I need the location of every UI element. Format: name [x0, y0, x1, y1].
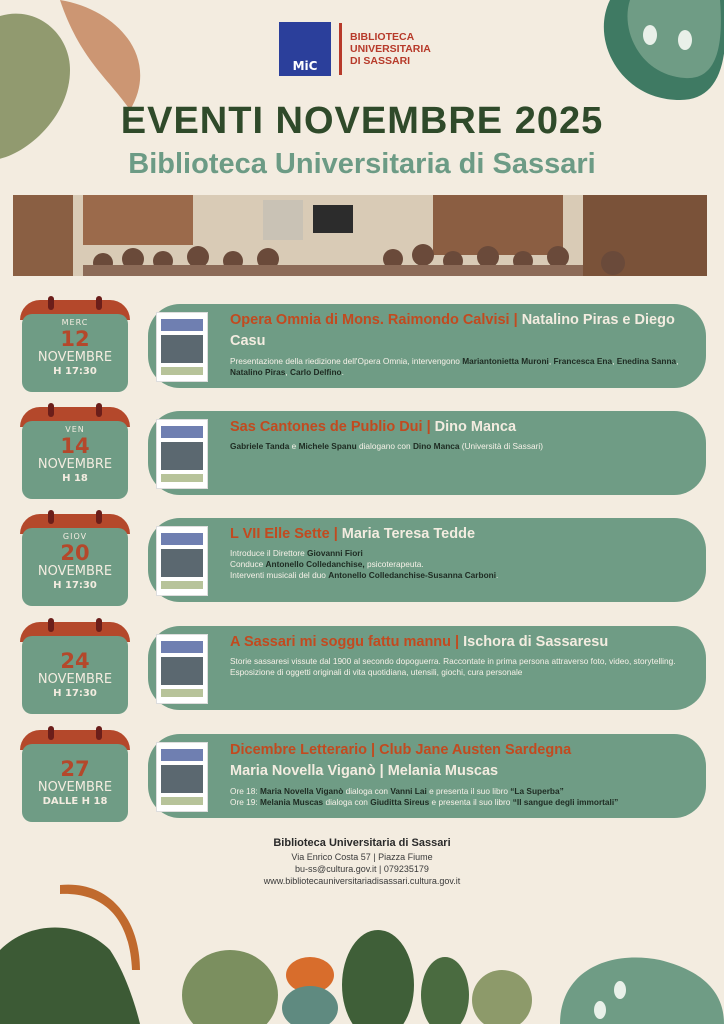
event-description [230, 656, 690, 678]
date-calendar-icon [20, 730, 130, 822]
description-segment: Ore 18: [230, 786, 260, 796]
event-description [230, 356, 690, 378]
poster-footer [161, 689, 203, 697]
description-segment: Mariantonietta Muroni [462, 356, 549, 366]
event-info-panel [148, 734, 706, 818]
event-info-panel [148, 518, 706, 602]
event-weekday: GIOV [62, 532, 88, 541]
event-time: H 17:30 [53, 366, 97, 377]
description-segment: Michele Spanu [298, 441, 357, 451]
event-description-line [230, 356, 690, 378]
event-info-panel [148, 304, 706, 388]
event-card [20, 415, 706, 507]
event-title [230, 524, 690, 545]
description-segment: Enedina Sanna [616, 356, 677, 366]
page-title: EVENTI NOVEMBRE 2025 [120, 100, 604, 142]
library-logo [279, 20, 459, 78]
calendar-ring-left [48, 510, 54, 524]
description-segment: Antonello Colledanchise, [265, 559, 365, 569]
calendar-ring-right [96, 510, 102, 524]
event-time: H 17:30 [53, 580, 97, 591]
description-segment: , [612, 356, 617, 366]
calendar-ring-right [96, 726, 102, 740]
description-segment: psicoterapeuta. [364, 559, 424, 569]
event-title-main: Opera Omnia di Mons. Raimondo Calvisi | [230, 312, 522, 328]
event-description-line [230, 441, 690, 452]
event-title-main: Dicembre Letterario | Club Jane Austen Sardegna [230, 742, 572, 758]
event-title-main: L VII Elle Sette | [230, 526, 342, 542]
event-title [230, 740, 690, 782]
event-description-line [230, 656, 690, 678]
event-title [230, 632, 690, 653]
calendar-body [22, 314, 128, 392]
description-segment: Francesca Ena [553, 356, 613, 366]
event-title-guests: Dino Manca [434, 419, 517, 435]
description-segment: Storie sassaresi vissute dal 1900 al secondo dopoguerra. Raccontate in prima persona attraverso foto, video, storytelling. Esposizione di oggetti originali di vita quotidiana, utensili, giochi, cura personale [230, 656, 676, 677]
description-segment: (Università di Sassari) [459, 441, 543, 451]
description-segment: Giovanni Fiori [307, 548, 363, 558]
event-time: DALLE H 18 [42, 796, 108, 807]
description-segment: . [341, 367, 344, 377]
calendar-ring-right [96, 403, 102, 417]
description-segment: Melania Muscas [259, 797, 324, 807]
description-segment: Dino Manca [412, 441, 460, 451]
logo-divider [339, 23, 342, 75]
description-segment: Gabriele Tanda [230, 441, 290, 451]
event-month: NOVEMBRE [37, 672, 113, 687]
poster-image [161, 657, 203, 685]
poster-image [161, 549, 203, 577]
calendar-ring-left [48, 296, 54, 310]
calendar-ring-left [48, 618, 54, 632]
event-poster-thumbnail [156, 312, 208, 382]
description-segment: dialoga con [323, 797, 371, 807]
event-description-line [230, 786, 690, 797]
leaf-decoration-top-left [0, 0, 160, 170]
poster-image [161, 335, 203, 363]
event-description [230, 441, 690, 452]
event-date: 20 [60, 541, 90, 565]
event-card [20, 308, 706, 400]
event-date: 14 [60, 434, 90, 458]
event-info-panel [148, 626, 706, 710]
event-month: NOVEMBRE [37, 350, 113, 365]
calendar-body [22, 528, 128, 606]
calendar-body [22, 744, 128, 822]
description-segment: , [676, 356, 679, 366]
poster-header [161, 641, 203, 653]
calendar-body [22, 421, 128, 499]
event-date: 24 [60, 649, 90, 673]
event-title-guests: Maria Teresa Tedde [341, 526, 476, 542]
description-segment: Conduce [230, 559, 266, 569]
event-info-panel [148, 411, 706, 495]
mic-logo: MiC [279, 22, 331, 76]
description-segment: Presentazione della riedizione dell'Opera Omnia, intervengono [230, 356, 463, 366]
date-calendar-icon [20, 622, 130, 714]
poster-footer [161, 797, 203, 805]
description-segment: Natalino Piras [230, 367, 286, 377]
date-calendar-icon [20, 407, 130, 499]
date-calendar-icon [20, 300, 130, 392]
event-card [20, 630, 706, 722]
calendar-body [22, 636, 128, 714]
footer-contact-info: bu-ss@cultura.gov.it | 079235179 [295, 864, 429, 874]
poster-image [161, 765, 203, 793]
description-segment: Ore 19: [230, 797, 260, 807]
event-description-line [230, 559, 690, 570]
event-date: 12 [60, 327, 90, 351]
description-segment: “La Superba” [510, 786, 564, 796]
library-logo-text: BIBLIOTECA UNIVERSITARIA DI SASSARI [350, 31, 431, 67]
library-event-photo [13, 195, 707, 276]
gourd-decoration-top-right [580, 0, 724, 110]
description-segment: “Il sangue degli immortali” [512, 797, 619, 807]
poster-header [161, 426, 203, 438]
event-month: NOVEMBRE [37, 780, 113, 795]
event-poster-thumbnail [156, 742, 208, 812]
event-poster-thumbnail [156, 419, 208, 489]
description-segment: Interventi musicali del duo [230, 570, 329, 580]
event-time: H 17:30 [53, 688, 97, 699]
event-poster-thumbnail [156, 634, 208, 704]
calendar-ring-left [48, 403, 54, 417]
footer-address: Via Enrico Costa 57 | Piazza Fiume [291, 852, 433, 862]
event-card [20, 522, 706, 614]
event-title-authors: Maria Novella Viganò | Melania Muscas [230, 763, 499, 779]
pumpkins-decoration [0, 880, 724, 1024]
description-segment: Maria Novella Viganò [259, 786, 344, 796]
event-date: 27 [60, 757, 90, 781]
event-description-line [230, 570, 690, 581]
poster-footer [161, 474, 203, 482]
poster-header [161, 533, 203, 545]
event-time: H 18 [62, 473, 88, 484]
poster-header [161, 749, 203, 761]
description-segment: e presenta il suo libro [426, 786, 511, 796]
event-month: NOVEMBRE [37, 564, 113, 579]
event-weekday: MERC [61, 318, 89, 327]
calendar-ring-left [48, 726, 54, 740]
event-poster-thumbnail [156, 526, 208, 596]
description-segment: Antonello Colledanchise-Susanna Carboni [328, 570, 497, 580]
date-calendar-icon [20, 514, 130, 606]
footer-library-name: Biblioteca Universitaria di Sassari [273, 837, 451, 849]
description-segment: Introduce il Direttore [230, 548, 308, 558]
poster-header [161, 319, 203, 331]
event-description-line [230, 548, 690, 559]
event-card [20, 738, 706, 830]
event-title [230, 310, 690, 352]
page-subtitle: Biblioteca Universitaria di Sassari [128, 148, 596, 180]
event-description [230, 786, 690, 808]
description-segment: e [289, 441, 299, 451]
poster-image [161, 442, 203, 470]
poster-footer [161, 581, 203, 589]
description-segment: dialoga con [343, 786, 391, 796]
event-title [230, 417, 690, 438]
description-segment: Carlo Delfino [289, 367, 342, 377]
footer-website-link[interactable]: www.bibliotecauniversitariadisassari.cultura.gov.it [263, 876, 461, 886]
poster-footer [161, 367, 203, 375]
description-segment: Vanni Lai [390, 786, 427, 796]
event-title-guests: Ischora di Sassaresu [463, 634, 609, 650]
description-segment: . [496, 570, 499, 580]
description-segment: , [285, 367, 290, 377]
event-weekday: VEN [65, 425, 85, 434]
description-segment: dialogano con [356, 441, 413, 451]
description-segment: Giuditta Sireus [370, 797, 430, 807]
description-segment: , [548, 356, 554, 366]
event-title-main: A Sassari mi soggu fattu mannu | [230, 634, 464, 650]
event-description [230, 548, 690, 581]
event-month: NOVEMBRE [37, 457, 113, 472]
calendar-ring-right [96, 618, 102, 632]
calendar-ring-right [96, 296, 102, 310]
event-title-main: Sas Cantones de Publio Dui | [230, 419, 435, 435]
photo-illustration [13, 195, 707, 276]
event-title-guests: Natalino Piras e Diego Casu [230, 312, 675, 349]
description-segment: e presenta il suo libro [429, 797, 513, 807]
event-description-line [230, 797, 690, 808]
